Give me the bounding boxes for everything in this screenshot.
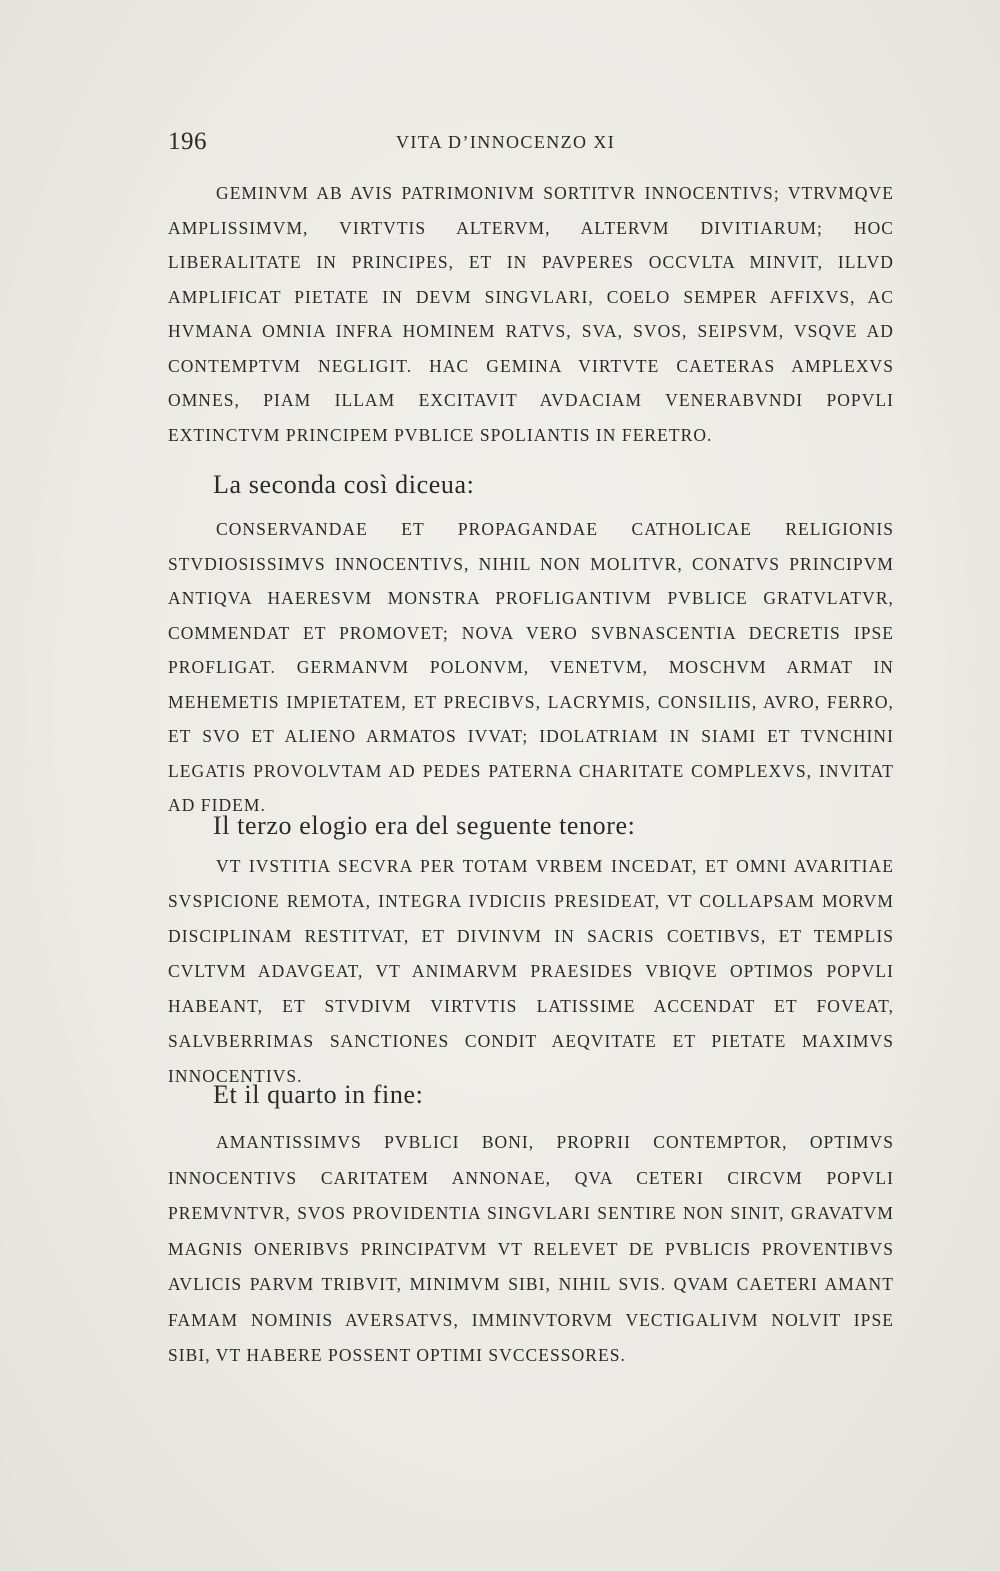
inscription-first: GEMINVM AB AVIS PATRIMONIVM SORTITVR INNOCENTIVS; VTRVMQVE AMPLISSIMVM, VIRTVTIS ALTERVM, ALTERVM DIVITIARUM; HOC LIBERALITATE IN PRINCIPES, ET IN PAVPERES OCCVLTA MINVIT, ILLVD AMPLIFICAT PIETATE IN DEVM SINGVLARI, COELO SEMPER AFFIXVS, AC HVMANA OMNIA INFRA HOMINEM RATVS, SVA, SVOS, SEIPSVM, VSQVE AD CONTEMPTVM NEGLIGIT. HAC GEMINA VIRTVTE CAETERAS AMPLEXVS OMNES, PIAM ILLAM EXCITAVIT AVDACIAM VENERABVNDI POPVLI EXTINCTVM PRINCIPEM PVBLICE SPOLIANTIS IN FERETRO. bbox=[168, 183, 894, 445]
page-number: 196 bbox=[168, 128, 207, 155]
inscription-fourth: AMANTISSIMVS PVBLICI BONI, PROPRII CONTEMPTOR, OPTIMVS INNOCENTIVS CARITATEM ANNONAE, QVA CETERI CIRCVM POPVLI PREMVNTVR, SVOS PROVIDENTIA SINGVLARI SENTIRE NON SINIT, GRAVATVM MAGNIS ONERIBVS PRINCIPATVM VT RELEVET DE PVBLICIS PROVENTIBVS AVLICIS PARVM TRIBVIT, MINIMVM SIBI, NIHIL SVIS. QVAM CAETERI AMANT FAMAM NOMINIS AVERSATVS, IMMINVTORVM VECTIGALIVM NOLVIT IPSE SIBI, VT HABERE POSSENT OPTIMI SVCCESSORES. bbox=[168, 1132, 894, 1365]
running-title: VITA D’INNOCENZO XI bbox=[396, 132, 616, 152]
intro-third-inscription: Il terzo elogio era del seguente tenore: bbox=[213, 811, 636, 840]
running-head bbox=[168, 128, 900, 158]
inscription-third: VT IVSTITIA SECVRA PER TOTAM VRBEM INCEDAT, ET OMNI AVARITIAE SVSPICIONE REMOTA, INTEGRA IVDICIIS PRESIDEAT, VT COLLAPSAM MORVM DISCIPLINAM RESTITVAT, ET DIVINVM IN SACRIS COETIBVS, ET TEMPLIS CVLTVM ADAVGEAT, VT ANIMARVM PRAESIDES VBIQVE OPTIMOS POPVLI HABEANT, ET STVDIVM VIRTVTIS LATISSIME ACCENDAT ET FOVEAT, SALVBERRIMAS SANCTIONES CONDIT AEQVITATE ET PIETATE MAXIMVS INNOCENTIVS. bbox=[168, 856, 894, 1086]
intro-second-inscription: La seconda così diceua: bbox=[213, 470, 475, 499]
inscription-second: CONSERVANDAE ET PROPAGANDAE CATHOLICAE RELIGIONIS STVDIOSISSIMVS INNOCENTIVS, NIHIL NON MOLITVR, CONATVS PRINCIPVM ANTIQVA HAERESVM MONSTRA PROFLIGANTIVM PVBLICE GRATVLATVR, COMMENDAT ET PROMOVET; NOVA VERO SVBNASCENTIA DECRETIS IPSE PROFLIGAT. GERMANVM POLONVM, VENETVM, MOSCHVM ARMAT IN MEHEMETIS IMPIETATEM, ET PRECIBVS, LACRYMIS, CONSILIIS, AVRO, FERRO, ET SVO ET ALIENO ARMATOS IVVAT; IDOLATRIAM IN SIAMI ET TVNCHINI LEGATIS PROVOLVTAM AD PEDES PATERNA CHARITATE COMPLEXVS, INVITAT AD FIDEM. bbox=[168, 519, 894, 815]
intro-fourth-inscription: Et il quarto in fine: bbox=[213, 1080, 424, 1109]
